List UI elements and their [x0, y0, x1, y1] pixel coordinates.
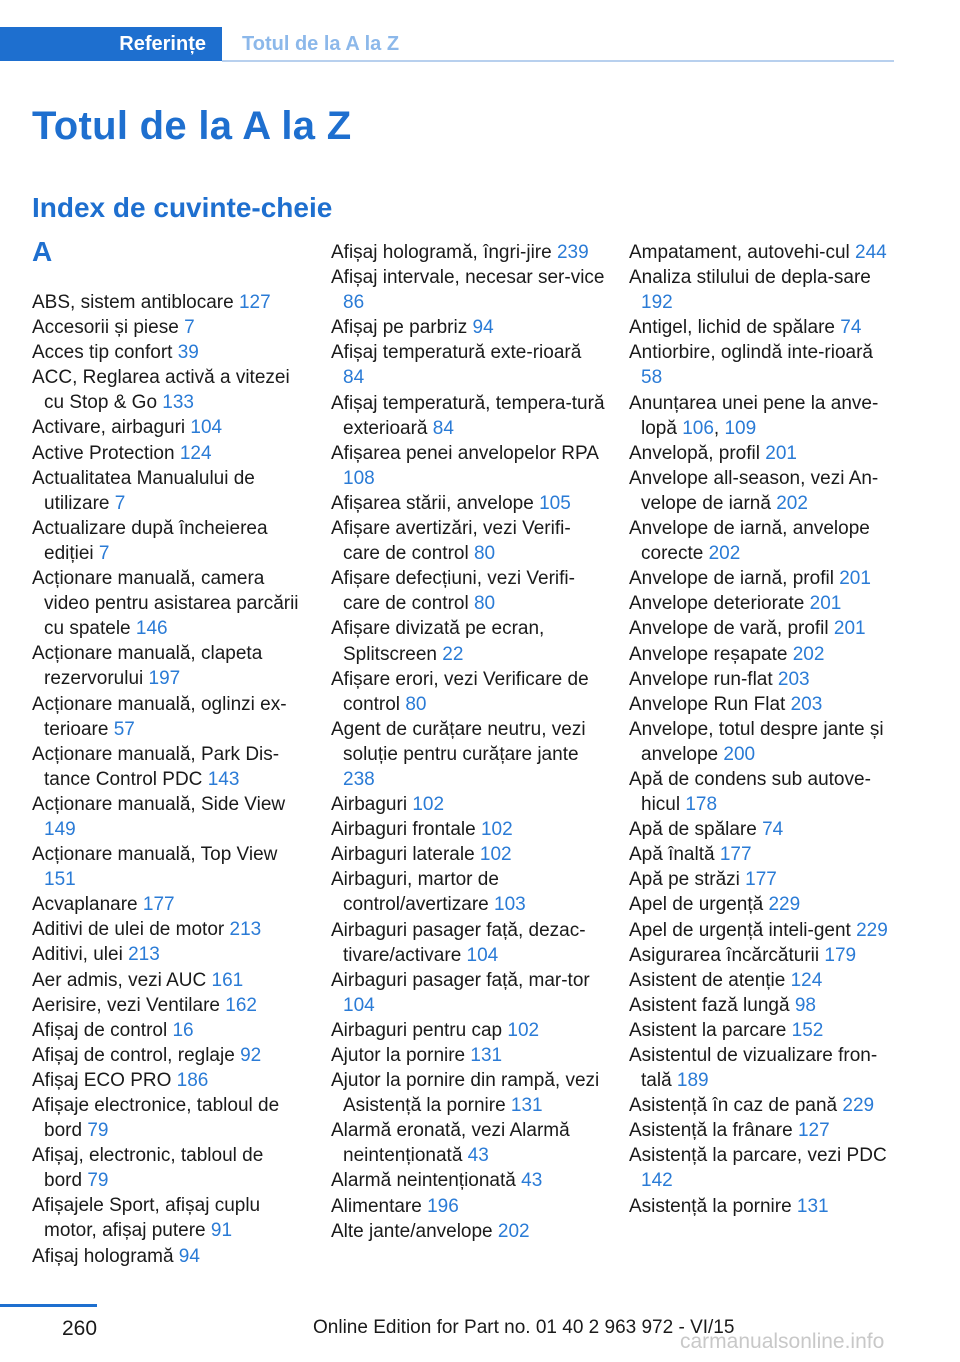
index-column-3	[629, 240, 897, 1219]
index-entry-text: Activare, airbaguri	[32, 417, 191, 439]
page-link[interactable]: 202	[497, 1220, 530, 1242]
index-entry-text: Anvelope de vară, profil	[629, 618, 834, 640]
index-entry-text: Airbaguri laterale	[331, 844, 480, 866]
page-link[interactable]: 124	[179, 442, 212, 464]
index-entry	[32, 792, 302, 842]
index-entry-text: Afișarea penei anvelopelor RPA	[331, 442, 598, 464]
index-entry-text: Afișaj ECO PRO	[32, 1069, 177, 1091]
header-tabbar	[0, 27, 894, 61]
index-entry	[331, 315, 606, 340]
index-entry	[32, 641, 302, 691]
page-link[interactable]: 197	[148, 668, 181, 690]
page-link[interactable]: 16	[172, 1019, 194, 1041]
index-entry-text: Antigel, lichid de spălare	[629, 317, 841, 339]
index-entry	[629, 767, 897, 817]
page-link[interactable]: 92	[240, 1044, 262, 1066]
index-entry	[32, 365, 302, 415]
page-link[interactable]: 179	[824, 944, 857, 966]
page-link[interactable]: 109	[724, 417, 757, 439]
page-link[interactable]: 213	[128, 944, 160, 966]
index-entry-text: Anvelope all-season, vezi An‐velope de iarnă	[629, 467, 879, 514]
index-entry	[32, 1043, 302, 1068]
page-link[interactable]: 84	[343, 367, 365, 389]
tab-referinte[interactable]: Referințe	[0, 27, 222, 61]
index-entry	[331, 1194, 606, 1219]
index-entry-text: Acționare manuală, camera video pentru asistarea parcării cu spatele	[32, 568, 299, 640]
page-link[interactable]: 58	[641, 367, 663, 389]
index-entry-text: Afișaje electronice, tabloul de bord	[32, 1095, 280, 1142]
index-entry-text: Acționare manuală, clapeta rezervorului	[32, 643, 263, 690]
index-entry-text: Aerisire, vezi Ventilare	[32, 994, 226, 1016]
index-entry	[629, 642, 897, 667]
index-entry	[331, 1118, 606, 1168]
page-link[interactable]: 74	[840, 317, 862, 339]
page-link[interactable]: 178	[685, 794, 718, 816]
index-entry-text: Antiorbire, oglindă inte‐rioară	[629, 342, 873, 364]
index-entry-text: ABS, sistem antiblocare	[32, 292, 239, 313]
page-link[interactable]: 131	[796, 1195, 829, 1217]
footer-rule	[0, 1304, 97, 1307]
page-link[interactable]: 94	[178, 1245, 200, 1267]
index-entry-text: Apel de urgență	[629, 894, 769, 916]
page-link[interactable]: 106	[682, 417, 714, 439]
index-entry	[331, 717, 606, 792]
page-link[interactable]: 86	[343, 292, 365, 314]
index-entry-text: Acționare manuală, Park Dis‐tance Control PDC	[32, 743, 280, 790]
index-entry-text: Aditivi de ulei de motor	[32, 919, 230, 941]
index-entry	[32, 566, 302, 641]
index-entry-text: Asistent la parcare	[629, 1019, 792, 1041]
index-entry	[32, 917, 302, 942]
index-entry	[32, 1143, 302, 1193]
page-number: 260	[62, 1317, 98, 1340]
index-entry-text: Apel de urgență inteli‐gent	[629, 919, 857, 941]
page-link[interactable]: 244	[855, 242, 887, 263]
page-link[interactable]: 131	[510, 1095, 543, 1117]
index-entry-text: Alte jante/anvelope	[331, 1220, 498, 1242]
index-entry-text: Aer admis, vezi AUC	[32, 969, 212, 991]
index-entry-text: Anvelope, totul despre jante și anvelope	[629, 718, 884, 765]
index-entry	[629, 918, 897, 943]
page-link[interactable]: 102	[412, 794, 445, 816]
index-entry-text: Airbaguri pentru cap	[331, 1019, 508, 1041]
page-link[interactable]: 104	[466, 944, 499, 966]
page-link[interactable]: 57	[113, 718, 135, 740]
page-link[interactable]: 102	[479, 844, 512, 866]
index-entry-text: Airbaguri	[331, 794, 413, 816]
index-entry	[331, 391, 606, 441]
index-entry	[32, 315, 302, 340]
index-entry-text: Afișaj temperatură, tempera‐tură exterioară	[331, 392, 605, 439]
index-entry	[32, 466, 302, 516]
index-entry	[32, 892, 302, 917]
page-link[interactable]: 200	[723, 743, 756, 765]
page-link[interactable]: 94	[472, 317, 494, 339]
page-link[interactable]: 202	[792, 643, 825, 665]
index-letter-heading: A	[32, 236, 53, 267]
index-entry	[331, 1043, 606, 1068]
index-entry-text: Asistență la frânare	[629, 1120, 798, 1142]
page-link[interactable]: 152	[791, 1019, 824, 1041]
page-link[interactable]: 103	[494, 894, 526, 916]
page-link[interactable]: 133	[162, 392, 194, 414]
index-entry	[331, 441, 606, 491]
index-entry	[331, 265, 606, 315]
page-link[interactable]: 202	[776, 492, 808, 514]
index-entry-text: Afișare avertizări, vezi Verifi‐care de control	[331, 518, 571, 565]
index-entry	[32, 1244, 302, 1269]
page-link[interactable]: 201	[833, 618, 866, 640]
index-entry	[629, 616, 897, 641]
page-link[interactable]: 102	[480, 819, 513, 841]
index-entry-text: Anvelope run-flat	[629, 668, 778, 690]
index-entry	[629, 441, 897, 466]
index-entry-text: Agent de curățare neutru, vezi soluție pentru curățare jante	[331, 718, 586, 765]
index-entry	[629, 1018, 897, 1043]
page-link[interactable]: 79	[87, 1170, 109, 1192]
page-link[interactable]: 177	[719, 844, 752, 866]
index-entry-text: Afișaj de control, reglaje	[32, 1044, 241, 1066]
index-entry-text: Ajutor la pornire	[331, 1045, 471, 1066]
index-entry-text: Active Protection	[32, 442, 180, 464]
index-entry	[32, 968, 302, 993]
page-link[interactable]: 238	[343, 768, 375, 790]
page-link[interactable]: 201	[839, 568, 871, 590]
index-entry-text: ACC, Reglarea activă a vitezei cu Stop & Go	[32, 367, 290, 414]
index-entry-text: Acționare manuală, Top View	[32, 844, 278, 866]
index-entry	[629, 566, 897, 591]
index-entry-text: Anvelope deteriorate	[629, 593, 810, 615]
index-entry	[629, 1143, 897, 1193]
page-link[interactable]: 143	[207, 768, 240, 790]
index-entry-text: Anunțarea unei pene la anve‐lopă	[629, 392, 879, 439]
index-entry	[32, 1193, 302, 1243]
index-entry-text: Afișajele Sport, afișaj cuplu motor, afișaj putere	[32, 1195, 261, 1242]
index-entry	[629, 1093, 897, 1118]
page-link[interactable]: 177	[142, 894, 175, 916]
page-link[interactable]: 201	[765, 442, 797, 464]
index-entry	[629, 943, 897, 968]
index-entry	[331, 516, 606, 566]
index-column-2	[331, 240, 606, 1244]
index-entry	[629, 1118, 897, 1143]
index-entry	[331, 1168, 606, 1193]
index-entry-text: Asistență la pornire	[629, 1195, 797, 1217]
index-entry	[331, 491, 606, 516]
page-link[interactable]: 142	[641, 1170, 673, 1192]
index-entry	[629, 516, 897, 566]
index-entry	[629, 717, 897, 767]
index-entry-text: Afișare defecțiuni, vezi Verifi‐care de control	[331, 568, 575, 615]
index-entry-text: Accesorii și piese	[32, 317, 185, 339]
index-entry	[32, 842, 302, 892]
index-entry	[629, 993, 897, 1018]
page-link[interactable]: 146	[135, 618, 168, 640]
index-entry-text: Anvelope de iarnă, anvelope corecte	[629, 518, 870, 565]
page-link[interactable]: 239	[556, 242, 589, 263]
index-entry	[629, 1194, 897, 1219]
page-link[interactable]: 39	[177, 342, 199, 364]
index-entry-text: Apă înaltă	[629, 844, 720, 866]
page-link[interactable]: 98	[794, 994, 816, 1016]
index-entry-text: Apă de spălare	[629, 819, 763, 841]
page-title: Totul de la A la Z	[32, 104, 352, 148]
index-entry	[629, 240, 897, 265]
index-entry	[331, 968, 606, 1018]
index-entry-text: Apă de condens sub autove‐hicul	[629, 768, 871, 816]
index-entry	[629, 591, 897, 616]
page-link[interactable]: 229	[842, 1095, 875, 1117]
index-entry-text: Anvelope de iarnă, profil	[629, 568, 840, 590]
index-entry	[331, 340, 606, 390]
index-entry	[629, 466, 897, 516]
index-entry-text: Alimentare	[331, 1195, 428, 1217]
index-entry-text: Anvelope Run Flat	[629, 693, 791, 715]
page-link[interactable]: 79	[87, 1120, 109, 1142]
index-entry-text: Ajutor la pornire din rampă, vezi Asistență la pornire	[331, 1070, 600, 1117]
index-entry-text: Acces tip confort	[32, 342, 178, 364]
page-link[interactable]: 229	[856, 919, 888, 941]
index-entry	[331, 867, 606, 917]
index-entry	[32, 993, 302, 1018]
index-entry	[331, 566, 606, 616]
index-entry-text: Asistență la parcare, vezi PDC	[629, 1145, 887, 1167]
page-link[interactable]: 74	[762, 819, 784, 841]
index-entry-text: Aditivi, ulei	[32, 944, 129, 966]
index-entry	[331, 240, 606, 265]
index-entry-text: Acționare manuală, Side View	[32, 793, 286, 815]
index-entry	[331, 792, 606, 817]
index-entry	[331, 842, 606, 867]
page-link[interactable]: 201	[809, 593, 842, 615]
page-link[interactable]: 104	[343, 994, 375, 1016]
index-entry-text: Afișaj temperatură exte‐rioară	[331, 342, 582, 364]
index-entry-text: Asistent fază lungă	[629, 994, 795, 1016]
index-entry	[331, 667, 606, 717]
page-link[interactable]: 127	[797, 1120, 830, 1142]
page-link[interactable]: 22	[442, 643, 464, 665]
index-column-1	[32, 290, 302, 1269]
page-link[interactable]: 161	[211, 969, 244, 991]
index-entry-text: Asigurarea încărcăturii	[629, 944, 825, 966]
page-link[interactable]: 127	[238, 292, 271, 313]
index-entry-text: Acvaplanare	[32, 894, 143, 916]
section-title: Index de cuvinte-cheie	[32, 192, 333, 223]
index-entry	[32, 1018, 302, 1043]
index-entry-text: Airbaguri pasager față, dezac‐tivare/activare	[331, 919, 586, 966]
page-link[interactable]: 203	[790, 693, 823, 715]
index-entry	[32, 340, 302, 365]
index-entry-text: Actualizare după încheierea ediției	[32, 517, 268, 564]
index-entry-text: Anvelope reșapate	[629, 643, 793, 665]
index-entry-text: Afișarea stării, anvelope	[331, 492, 540, 514]
page-link[interactable]: 186	[176, 1069, 209, 1091]
index-entry-text: Asistent de atenție	[629, 969, 791, 991]
index-entry	[32, 1093, 302, 1143]
index-entry-text: Asistentul de vizualizare fron‐tală	[629, 1045, 878, 1092]
page-link[interactable]: 105	[539, 492, 571, 514]
page-link[interactable]: 213	[229, 919, 262, 941]
index-entry	[629, 667, 897, 692]
index-entry-text: Afișaj hologramă, îngri‐jire	[331, 242, 557, 263]
page-link[interactable]: 131	[470, 1045, 503, 1066]
page-link[interactable]: 177	[745, 869, 777, 891]
page-link[interactable]: 43	[467, 1145, 489, 1167]
index-entry-text: Airbaguri pasager față, mar‐tor	[331, 969, 590, 991]
page-link[interactable]: 84	[432, 417, 454, 439]
index-entry-text: Airbaguri, martor de control/avertizare	[331, 869, 499, 916]
page-link[interactable]: 202	[708, 543, 741, 565]
page-link[interactable]: 80	[405, 693, 427, 715]
index-entry	[32, 1068, 302, 1093]
index-entry-text: Analiza stilului de depla‐sare	[629, 267, 871, 289]
index-entry	[629, 692, 897, 717]
page-link[interactable]: 108	[343, 467, 375, 489]
index-entry	[331, 1018, 606, 1043]
index-entry-text: Actualitatea Manualului de utilizare	[32, 467, 255, 514]
page-link[interactable]: 80	[473, 543, 496, 565]
index-entry	[32, 415, 302, 440]
index-entry	[629, 265, 897, 315]
index-entry-text: Alarmă eronată, vezi Alarmă neintenționată	[331, 1120, 570, 1167]
index-entry	[32, 742, 302, 792]
index-entry	[629, 867, 897, 892]
index-entry-text: Ampatament, autovehi‐cul	[629, 242, 856, 263]
page-link[interactable]: 149	[44, 818, 76, 840]
index-entry	[629, 340, 897, 390]
page-link[interactable]: 91	[210, 1220, 233, 1242]
page-link[interactable]: 7	[114, 492, 126, 514]
index-entry	[331, 616, 606, 666]
index-entry-text: Airbaguri frontale	[331, 819, 481, 841]
index-entry: Anunțarea unei pene la anve‐lopă 106, 109	[629, 392, 879, 439]
index-entry	[629, 1043, 897, 1093]
index-entry	[32, 692, 302, 742]
page-link[interactable]: 124	[790, 969, 823, 991]
index-entry-text: Afișaj pe parbriz	[331, 317, 473, 339]
page-link[interactable]: 7	[184, 317, 195, 339]
index-entry-text: Acționare manuală, oglinzi ex‐terioare	[32, 693, 287, 740]
index-entry	[629, 892, 897, 917]
index-entry-text: Afișaj de control	[32, 1019, 173, 1041]
page-link[interactable]: 104	[190, 417, 223, 439]
page-link[interactable]: 203	[777, 668, 810, 690]
index-entry-text: Afișaj hologramă	[32, 1245, 179, 1267]
page-link[interactable]: 102	[507, 1019, 540, 1041]
page-link[interactable]: 80	[473, 593, 496, 615]
tab-divider-line	[222, 60, 894, 62]
index-entry	[331, 817, 606, 842]
index-entry	[32, 516, 302, 566]
page-link[interactable]: 7	[98, 542, 110, 564]
page-link[interactable]: 229	[768, 894, 801, 916]
index-entry-text: Anvelopă, profil	[629, 442, 766, 464]
page-link[interactable]: 192	[641, 292, 673, 314]
index-entry-text: Asistență în caz de pană	[629, 1095, 843, 1117]
index-entry-text: Afișaj intervale, necesar ser‐vice	[331, 267, 605, 289]
index-entry-text: Afișare divizată pe ecran, Splitscreen	[331, 618, 545, 665]
index-entry	[32, 290, 302, 315]
page-link[interactable]: 162	[225, 994, 257, 1016]
index-entry	[32, 942, 302, 967]
index-entry	[629, 968, 897, 993]
page-link[interactable]: 151	[44, 869, 76, 891]
tab-totul-de-la-a-la-z[interactable]: Totul de la A la Z	[242, 32, 400, 55]
index-entry	[331, 1068, 606, 1118]
index-entry-text: Afișare erori, vezi Verificare de control	[331, 668, 589, 715]
page-link[interactable]: 189	[676, 1070, 709, 1092]
index-entry-text: Alarmă neintenționată	[331, 1170, 522, 1192]
footer-edition-text: Online Edition for Part no. 01 40 2 963 972 - VI/15	[313, 1317, 735, 1338]
index-entry	[629, 842, 897, 867]
watermark: carmanualsonline.info	[680, 1330, 885, 1353]
index-entry	[331, 1219, 606, 1244]
page-link[interactable]: 196	[427, 1195, 459, 1217]
index-entry-text: Apă pe străzi	[629, 869, 746, 891]
index-entry	[331, 918, 606, 968]
index-entry	[629, 817, 897, 842]
index-entry	[32, 441, 302, 466]
page-link[interactable]: 43	[521, 1170, 543, 1192]
index-entry-text: Afișaj, electronic, tabloul de bord	[32, 1145, 264, 1192]
index-entry	[629, 315, 897, 340]
